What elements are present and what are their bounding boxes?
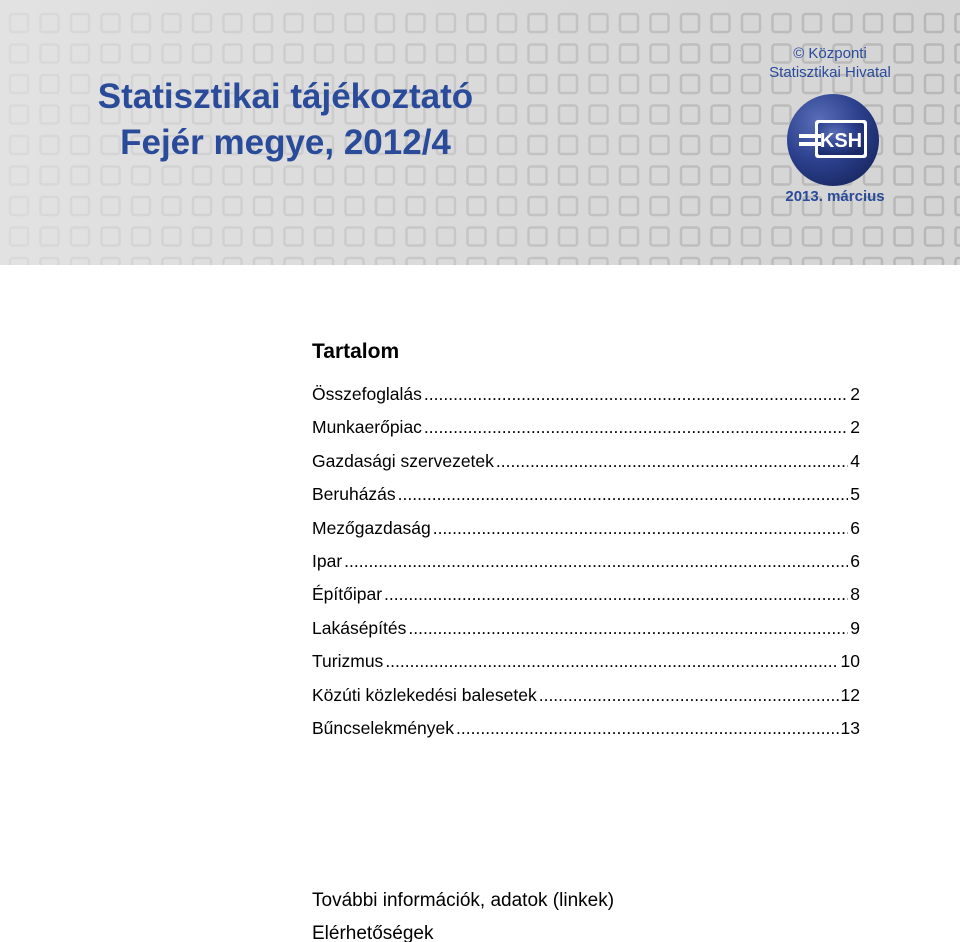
toc-leader-dots (344, 551, 848, 572)
grid-square (712, 45, 730, 63)
grid-square (437, 258, 455, 265)
grid-square (41, 14, 59, 32)
grid-square (346, 197, 364, 215)
toc-item-page: 9 (850, 617, 860, 638)
grid-square (651, 75, 669, 93)
grid-square (285, 197, 303, 215)
grid-square (132, 14, 150, 32)
toc-item-label[interactable]: Munkaerőpiac (312, 417, 422, 438)
grid-square (468, 167, 486, 185)
grid-square (468, 228, 486, 246)
toc-item-label[interactable]: Összefoglalás (312, 384, 422, 404)
grid-square (559, 45, 577, 63)
toc-leader-dots (496, 451, 848, 472)
grid-square (437, 14, 455, 32)
grid-square (102, 167, 120, 185)
grid-square (407, 228, 425, 246)
toc-item-label[interactable]: Ipar (312, 550, 343, 571)
toc-item-label[interactable]: Gazdasági szervezetek (312, 450, 494, 471)
grid-square (498, 197, 516, 215)
grid-square (132, 228, 150, 246)
toc-item-label[interactable]: Mezőgazdaság (312, 517, 431, 538)
grid-square (559, 228, 577, 246)
grid-square (651, 14, 669, 32)
toc-item-page: 2 (850, 384, 860, 404)
publisher-line-1: © Központi (793, 45, 867, 62)
grid-square (712, 136, 730, 154)
toc-item[interactable] (312, 518, 860, 551)
grid-square (651, 258, 669, 265)
toc-item-label[interactable]: Lakásépítés (312, 617, 407, 638)
grid-square (498, 136, 516, 154)
grid-square (559, 14, 577, 32)
grid-square (41, 167, 59, 185)
grid-square (529, 228, 547, 246)
grid-square (376, 228, 394, 246)
grid-square (925, 136, 943, 154)
grid-square (651, 136, 669, 154)
grid-square (10, 167, 28, 185)
grid-square (773, 14, 791, 32)
toc-item[interactable] (312, 484, 860, 517)
grid-square (590, 258, 608, 265)
toc-leader-dots (408, 618, 848, 639)
grid-square (315, 14, 333, 32)
grid-square (437, 45, 455, 63)
grid-square (956, 258, 960, 265)
grid-square (102, 258, 120, 265)
grid-square (468, 45, 486, 63)
grid-square (437, 228, 455, 246)
grid-square (407, 167, 425, 185)
grid-square (895, 167, 913, 185)
grid-square (102, 45, 120, 63)
toc-item-page: 2 (850, 417, 860, 438)
grid-square (803, 258, 821, 265)
title-line-2: Fejér megye, 2012/4 (120, 123, 451, 162)
grid-square (407, 258, 425, 265)
grid-square (590, 106, 608, 124)
grid-square (529, 106, 547, 124)
grid-square (681, 14, 699, 32)
grid-square (376, 197, 394, 215)
grid-square (742, 106, 760, 124)
toc-item-label[interactable]: Építőipar (312, 584, 383, 605)
grid-square (41, 136, 59, 154)
toc-item[interactable] (312, 551, 860, 584)
grid-square (590, 75, 608, 93)
grid-square (681, 258, 699, 265)
grid-square (590, 167, 608, 185)
toc-item-page: 6 (850, 517, 860, 538)
grid-square (102, 197, 120, 215)
grid-square (254, 228, 272, 246)
grid-square (254, 45, 272, 63)
grid-square (529, 14, 547, 32)
grid-square (803, 228, 821, 246)
grid-square (498, 14, 516, 32)
grid-square (224, 197, 242, 215)
grid-square (498, 228, 516, 246)
grid-square (529, 167, 547, 185)
grid-square (41, 258, 59, 265)
toc-item-label[interactable]: Turizmus (312, 651, 384, 672)
grid-square (559, 106, 577, 124)
toc-item-page: 8 (850, 584, 860, 605)
grid-square (742, 136, 760, 154)
toc-leader-dots (424, 417, 848, 438)
grid-square (559, 197, 577, 215)
grid-square (346, 258, 364, 265)
grid-square (590, 197, 608, 215)
grid-square (254, 197, 272, 215)
grid-square (285, 167, 303, 185)
grid-square (10, 136, 28, 154)
grid-square (132, 258, 150, 265)
grid-square (193, 167, 211, 185)
grid-square (712, 167, 730, 185)
grid-square (620, 45, 638, 63)
grid-square (193, 258, 211, 265)
title-line-1: Statisztikai tájékoztató (97, 77, 474, 116)
grid-square (224, 258, 242, 265)
grid-square (224, 14, 242, 32)
grid-square (224, 228, 242, 246)
toc-item[interactable] (312, 417, 860, 450)
grid-square (315, 45, 333, 63)
contacts-link[interactable]: Elérhetőségek (312, 923, 434, 942)
grid-square (895, 106, 913, 124)
grid-square (773, 228, 791, 246)
grid-square (193, 197, 211, 215)
grid-square (651, 45, 669, 63)
grid-square (864, 14, 882, 32)
extra-links (312, 884, 614, 942)
table-of-contents (312, 384, 860, 751)
toc-leader-dots (385, 651, 838, 672)
grid-square (498, 75, 516, 93)
grid-square (925, 14, 943, 32)
grid-square (956, 197, 960, 215)
grid-square (315, 258, 333, 265)
grid-square (498, 258, 516, 265)
grid-square (41, 75, 59, 93)
grid-square (376, 258, 394, 265)
toc-leader-dots (539, 685, 839, 706)
grid-square (315, 197, 333, 215)
toc-leader-dots (384, 584, 848, 605)
grid-square (651, 106, 669, 124)
grid-square (132, 197, 150, 215)
page-title (78, 74, 493, 166)
grid-square (346, 228, 364, 246)
grid-square (651, 167, 669, 185)
grid-square (834, 14, 852, 32)
grid-square (529, 75, 547, 93)
toc-item-page: 13 (840, 717, 860, 738)
header-banner (0, 0, 960, 265)
grid-square (956, 106, 960, 124)
grid-square (254, 14, 272, 32)
grid-square (956, 136, 960, 154)
grid-square (254, 258, 272, 265)
grid-square (529, 258, 547, 265)
grid-square (254, 167, 272, 185)
ksh-logo (785, 92, 881, 188)
grid-square (376, 45, 394, 63)
grid-square (10, 228, 28, 246)
grid-square (681, 45, 699, 63)
grid-square (163, 167, 181, 185)
grid-square (193, 228, 211, 246)
grid-square (41, 228, 59, 246)
grid-square (773, 258, 791, 265)
grid-square (10, 45, 28, 63)
grid-square (498, 45, 516, 63)
toc-title: Tartalom (312, 340, 400, 363)
grid-square (193, 14, 211, 32)
grid-square (620, 167, 638, 185)
grid-square (529, 197, 547, 215)
grid-square (102, 14, 120, 32)
grid-square (71, 228, 89, 246)
toc-item[interactable] (312, 384, 860, 417)
grid-square (956, 75, 960, 93)
grid-square (498, 167, 516, 185)
grid-square (651, 228, 669, 246)
grid-square (559, 136, 577, 154)
toc-item-page: 6 (850, 550, 860, 571)
grid-square (224, 167, 242, 185)
grid-square (742, 14, 760, 32)
grid-square (498, 106, 516, 124)
grid-square (163, 258, 181, 265)
grid-square (407, 45, 425, 63)
grid-square (620, 14, 638, 32)
toc-item-page: 5 (850, 484, 860, 505)
toc-leader-dots (424, 384, 848, 405)
grid-square (468, 14, 486, 32)
grid-square (163, 14, 181, 32)
toc-item[interactable] (312, 618, 860, 651)
grid-square (163, 197, 181, 215)
grid-square (681, 228, 699, 246)
toc-leader-dots (398, 484, 849, 505)
toc-item[interactable] (312, 584, 860, 617)
grid-square (742, 167, 760, 185)
grid-square (193, 45, 211, 63)
toc-item-label[interactable]: Beruházás (312, 484, 396, 505)
more-info-link[interactable]: További információk, adatok (linkek) (312, 890, 615, 911)
grid-square (590, 45, 608, 63)
grid-square (620, 106, 638, 124)
grid-square (407, 197, 425, 215)
logo-text: KSH (819, 130, 863, 152)
grid-square (10, 106, 28, 124)
grid-square (346, 45, 364, 63)
grid-square (864, 228, 882, 246)
grid-square (712, 228, 730, 246)
grid-square (895, 228, 913, 246)
grid-square (346, 14, 364, 32)
toc-leader-dots (456, 718, 839, 739)
grid-square (437, 167, 455, 185)
grid-square (925, 228, 943, 246)
grid-square (71, 197, 89, 215)
grid-square (956, 228, 960, 246)
grid-square (956, 167, 960, 185)
grid-square (71, 167, 89, 185)
grid-square (590, 228, 608, 246)
grid-square (620, 258, 638, 265)
toc-item[interactable] (312, 685, 860, 718)
grid-square (620, 75, 638, 93)
grid-square (712, 258, 730, 265)
grid-square (132, 167, 150, 185)
grid-square (712, 106, 730, 124)
grid-square (346, 167, 364, 185)
grid-square (712, 14, 730, 32)
grid-square (681, 167, 699, 185)
grid-square (712, 75, 730, 93)
grid-square (468, 197, 486, 215)
grid-square (620, 136, 638, 154)
grid-square (315, 228, 333, 246)
grid-square (895, 136, 913, 154)
grid-square (224, 45, 242, 63)
grid-square (681, 106, 699, 124)
grid-square (71, 14, 89, 32)
toc-leader-dots (433, 518, 849, 539)
grid-square (163, 228, 181, 246)
grid-square (559, 258, 577, 265)
grid-square (71, 258, 89, 265)
grid-square (925, 106, 943, 124)
grid-square (834, 228, 852, 246)
grid-square (681, 75, 699, 93)
grid-square (41, 45, 59, 63)
grid-square (681, 197, 699, 215)
publication-date: 2013. március (785, 188, 885, 205)
grid-square (742, 258, 760, 265)
grid-square (712, 197, 730, 215)
grid-square (590, 14, 608, 32)
toc-item-label[interactable]: Bűncselekmények (312, 717, 455, 738)
grid-square (102, 228, 120, 246)
grid-square (956, 14, 960, 32)
grid-square (285, 45, 303, 63)
grid-square (864, 258, 882, 265)
grid-square (10, 14, 28, 32)
grid-square (468, 258, 486, 265)
publisher-line-2: Statisztikai Hivatal (769, 64, 891, 81)
grid-square (315, 167, 333, 185)
grid-square (651, 197, 669, 215)
toc-item[interactable] (312, 451, 860, 484)
toc-item-page: 12 (840, 684, 860, 705)
grid-square (925, 167, 943, 185)
grid-square (529, 136, 547, 154)
publisher (730, 44, 930, 82)
grid-square (925, 258, 943, 265)
grid-square (285, 14, 303, 32)
grid-square (10, 75, 28, 93)
grid-square (559, 167, 577, 185)
grid-square (376, 14, 394, 32)
grid-square (10, 258, 28, 265)
grid-square (285, 228, 303, 246)
grid-square (895, 14, 913, 32)
grid-square (620, 228, 638, 246)
grid-square (620, 197, 638, 215)
grid-square (803, 14, 821, 32)
grid-square (163, 45, 181, 63)
grid-square (10, 197, 28, 215)
grid-square (529, 45, 547, 63)
toc-item-label[interactable]: Közúti közlekedési balesetek (312, 684, 537, 705)
grid-square (437, 197, 455, 215)
grid-square (407, 14, 425, 32)
toc-item-page: 10 (840, 651, 860, 672)
grid-square (956, 45, 960, 63)
toc-item[interactable] (312, 651, 860, 684)
grid-square (590, 136, 608, 154)
toc-item[interactable] (312, 718, 860, 751)
grid-square (559, 75, 577, 93)
grid-square (71, 45, 89, 63)
grid-square (41, 106, 59, 124)
grid-square (132, 45, 150, 63)
grid-square (895, 258, 913, 265)
grid-square (285, 258, 303, 265)
grid-square (742, 228, 760, 246)
grid-square (834, 258, 852, 265)
toc-item-page: 4 (850, 450, 860, 471)
grid-square (681, 136, 699, 154)
grid-square (41, 197, 59, 215)
grid-square (376, 167, 394, 185)
